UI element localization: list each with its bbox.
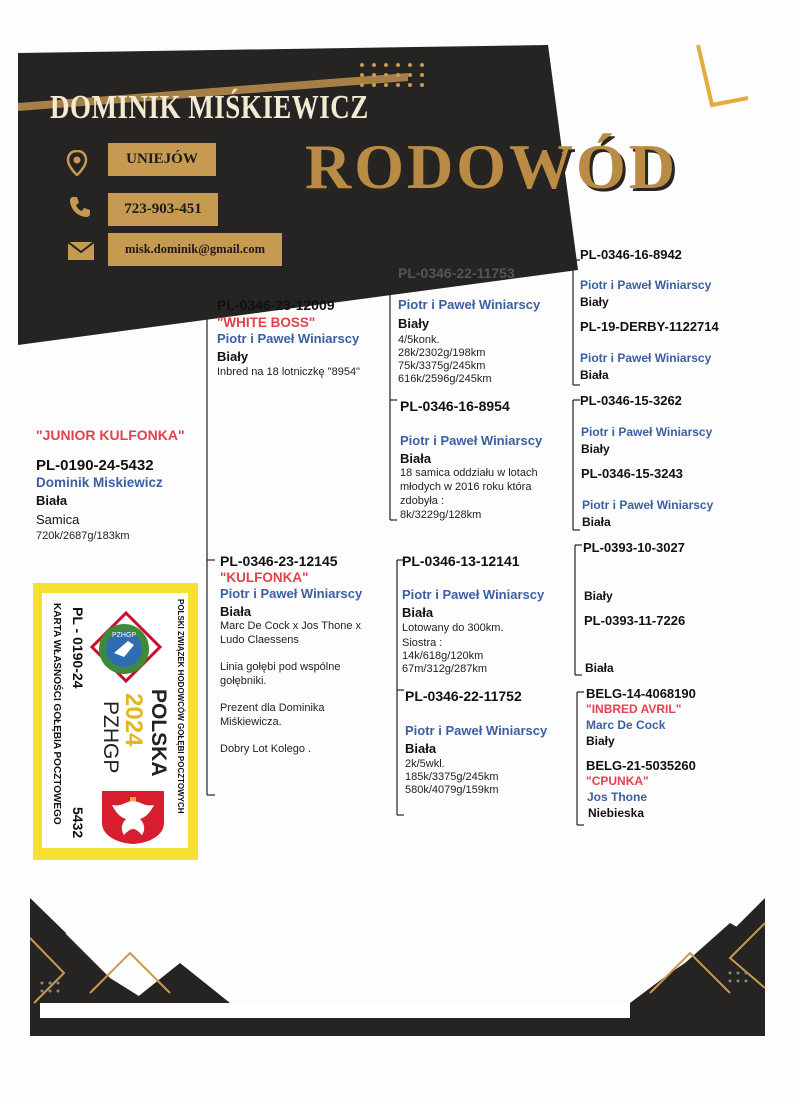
phone-label: 723-903-451	[108, 193, 218, 226]
ds-n1: Lotowany do 300km.	[402, 622, 504, 634]
sdd-color: Biała	[582, 515, 611, 529]
card-country: POLSKA	[147, 689, 170, 777]
ddd-breeder: Jos Thone	[587, 790, 648, 804]
dss-color: Biały	[584, 589, 613, 603]
sire-color: Biały	[217, 349, 249, 364]
dam-color: Biała	[220, 604, 252, 619]
subject-sex: Samica	[36, 512, 80, 527]
ds-breeder: Piotr i Paweł Winiarscy	[402, 587, 545, 602]
ss-ring: PL-0346-22-11753	[398, 265, 515, 281]
card-year: 2024	[120, 693, 147, 747]
sss-color: Biały	[580, 295, 609, 309]
city-label: UNIEJÓW	[108, 143, 216, 176]
subject-nickname: "JUNIOR KULFONKA"	[36, 427, 185, 443]
dd-ring: PL-0346-22-11752	[405, 688, 522, 704]
sire-breeder: Piotr i Paweł Winiarscy	[217, 331, 360, 346]
dsd-ring: PL-0393-11-7226	[584, 613, 686, 628]
card-org: POLSKI ZWIĄZEK HODOWCÓW GOŁĘBI POCZTOWYCH	[176, 599, 185, 814]
ss-r3: 75k/3375g/245km	[398, 360, 486, 372]
sdd-breeder: Piotr i Paweł Winiarscy	[582, 498, 714, 512]
sds-breeder: Piotr i Paweł Winiarscy	[581, 425, 713, 439]
ss-color: Biały	[398, 316, 430, 331]
dam-breeder: Piotr i Paweł Winiarscy	[220, 586, 363, 601]
ssd-breeder: Piotr i Paweł Winiarscy	[580, 351, 712, 365]
sire-nickname: "WHITE BOSS"	[217, 315, 316, 330]
ds-n2: Siostra :	[402, 637, 443, 649]
dds-nickname: "INBRED AVRIL"	[586, 702, 682, 716]
sdd-ring: PL-0346-15-3243	[581, 466, 683, 481]
dam-nickname: "KULFONKA"	[220, 570, 309, 585]
card-ring-number: 5432	[70, 807, 86, 839]
pzhgp-logo-icon	[90, 611, 162, 683]
dd-r2: 185k/3375g/245km	[405, 771, 499, 783]
card-ring-prefix: PL - 0190-24	[70, 607, 86, 689]
sire-note: Inbred na 18 lotniczkę "8954"	[217, 366, 360, 378]
dam-line2: Ludo Claessens	[220, 634, 299, 646]
card-inner	[42, 593, 188, 848]
sds-ring: PL-0346-15-3262	[580, 393, 682, 408]
subject-ring: PL-0190-24-5432	[36, 457, 154, 474]
dam-gift1: Prezent dla Dominika	[220, 702, 325, 714]
dsd-color: Biała	[585, 661, 614, 675]
sss-ring: PL-0346-16-8942	[580, 247, 682, 262]
footer-bar	[30, 1018, 765, 1036]
logo-text: PZHGP	[111, 632, 137, 639]
ssd-ring: PL-19-DERBY-1122714	[580, 319, 719, 334]
ds-n3: 14k/618g/120km	[402, 650, 484, 662]
dds-color: Biały	[586, 734, 615, 748]
sd-n2: młodych w 2016 roku która	[400, 481, 532, 493]
page-title: RODOWÓD	[305, 131, 678, 202]
sss-breeder: Piotr i Paweł Winiarscy	[580, 278, 712, 292]
ss-r2: 28k/2302g/198km	[398, 347, 486, 359]
sd-n4: 8k/3229g/128km	[400, 509, 482, 521]
dam-ring: PL-0346-23-12145	[220, 553, 338, 569]
sds-color: Biały	[581, 442, 610, 456]
card-title: KARTA WŁASNOŚCI GOŁĘBIA POCZTOWEGO	[51, 603, 62, 825]
ownership-card	[33, 583, 198, 860]
dd-r1: 2k/5wkl.	[405, 758, 445, 770]
dd-color: Biała	[405, 741, 437, 756]
sd-color: Biała	[400, 451, 432, 466]
dam-note2: gołębniki.	[220, 675, 267, 687]
ds-color: Biała	[402, 605, 434, 620]
card-union: PZHGP	[99, 701, 122, 774]
owner-name: DOMINIK MIŚKIEWICZ	[50, 88, 369, 126]
email-label: misk.dominik@gmail.com	[108, 233, 282, 266]
sd-breeder: Piotr i Paweł Winiarscy	[400, 433, 543, 448]
ssd-color: Biała	[580, 368, 609, 382]
subject-breeder: Dominik Miskiewicz	[36, 475, 163, 490]
sd-n1: 18 samica oddziału w lotach	[400, 467, 538, 479]
subject-color: Biała	[36, 493, 68, 508]
ddd-color: Niebieska	[588, 806, 645, 820]
ss-r4: 616k/2596g/245km	[398, 373, 492, 385]
dd-breeder: Piotr i Paweł Winiarscy	[405, 723, 548, 738]
polish-eagle-emblem-icon	[100, 789, 166, 845]
sd-n3: zdobyła :	[400, 495, 445, 507]
sire-ring: PL-0346-23-12009	[217, 297, 335, 313]
dam-note1: Linia gołębi pod wspólne	[220, 661, 341, 673]
ddd-ring: BELG-21-5035260	[586, 758, 696, 773]
ss-breeder: Piotr i Paweł Winiarscy	[398, 297, 541, 312]
dds-ring: BELG-14-4068190	[586, 686, 696, 701]
ss-r1: 4/5konk.	[398, 334, 440, 346]
sd-ring: PL-0346-16-8954	[400, 398, 510, 414]
dd-r3: 580k/4079g/159km	[405, 784, 499, 796]
dam-line1: Marc De Cock x Jos Thone x	[220, 620, 362, 632]
ddd-nickname: "CPUNKA"	[586, 774, 649, 788]
dds-breeder: Marc De Cock	[586, 718, 666, 732]
subject-result: 720k/2687g/183km	[36, 530, 130, 542]
ds-n4: 67m/312g/287km	[402, 663, 487, 675]
dam-gift2: Miśkiewicza.	[220, 716, 282, 728]
ds-ring: PL-0346-13-12141	[402, 553, 520, 569]
dss-ring: PL-0393-10-3027	[583, 540, 685, 555]
dam-wish: Dobry Lot Kolego .	[220, 743, 312, 755]
